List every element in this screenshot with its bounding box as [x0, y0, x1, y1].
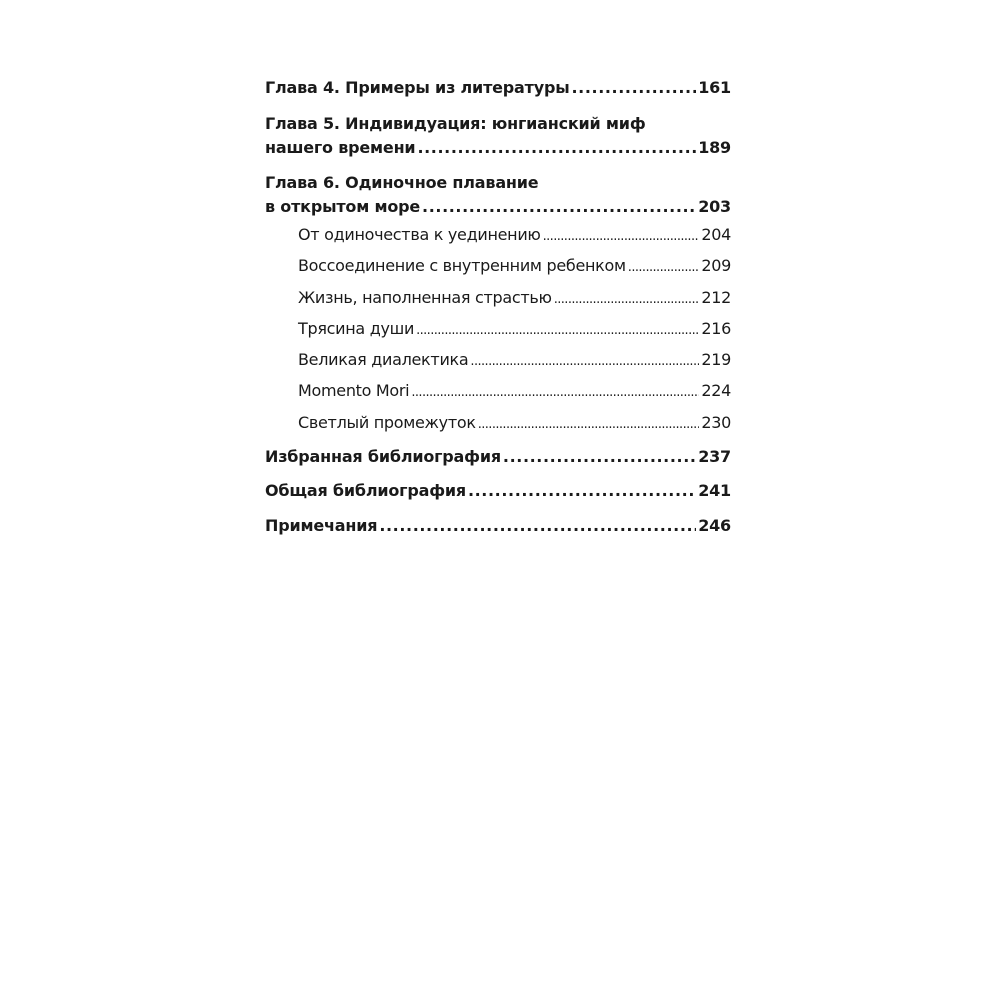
toc-entry-title-continued: нашего времени	[265, 138, 416, 157]
toc-section-item[interactable]	[265, 283, 731, 314]
toc-entry-title: Общая библиография	[265, 481, 466, 501]
dot-leader	[411, 378, 699, 407]
dot-leader	[379, 514, 696, 538]
toc-entry-selected-bibliography[interactable]	[265, 445, 731, 469]
toc-page-number: 219	[701, 350, 731, 370]
dot-leader	[416, 316, 699, 345]
dot-leader	[478, 410, 700, 439]
toc-section-item[interactable]	[265, 251, 731, 282]
toc-section-title: Воссоединение с внутренним ребенком	[298, 256, 626, 276]
dot-leader	[470, 347, 699, 376]
toc-section-title: Momento Mori	[298, 381, 410, 401]
dot-leader	[628, 253, 700, 282]
toc-section-title: Трясина души	[298, 318, 415, 338]
toc-entry-title-continued: в открытом море	[265, 197, 421, 216]
toc-page-number: 216	[701, 318, 731, 338]
toc-section-title: От одиночества к уединению	[298, 225, 541, 244]
chapter-6-sections	[265, 220, 731, 439]
toc-page-number: 204	[701, 225, 731, 244]
table-of-contents	[265, 76, 731, 538]
toc-section-title: Светлый промежуток	[298, 412, 476, 432]
toc-entry-notes[interactable]	[265, 514, 731, 538]
toc-page-number: 224	[701, 381, 731, 401]
dot-leader	[422, 195, 696, 219]
toc-entry-chapter-4[interactable]	[265, 76, 731, 100]
toc-page-number: 161	[698, 78, 731, 97]
dot-leader	[417, 136, 696, 160]
toc-section-item[interactable]	[265, 220, 731, 251]
toc-entry-title: Глава 6. Одиночное плавание	[265, 173, 539, 192]
toc-page-number: 212	[701, 287, 731, 307]
toc-entry-chapter-6[interactable]	[265, 171, 731, 219]
toc-page-number: 246	[698, 516, 731, 536]
toc-entry-title: Глава 4. Примеры из литературы	[265, 78, 570, 97]
toc-page-number: 203	[698, 197, 731, 216]
dot-leader	[554, 285, 700, 314]
toc-section-title: Жизнь, наполненная страстью	[298, 287, 552, 307]
toc-entry-chapter-5[interactable]	[265, 112, 731, 160]
dot-leader	[468, 479, 696, 503]
toc-entry-title: Глава 5. Индивидуация: юнгианский миф	[265, 114, 646, 133]
dot-leader	[543, 222, 700, 251]
toc-page-number: 189	[698, 138, 731, 157]
dot-leader	[571, 76, 696, 100]
toc-section-item[interactable]	[265, 345, 731, 376]
toc-page-number: 237	[698, 447, 731, 467]
toc-page-number: 241	[698, 481, 731, 501]
toc-page-number: 230	[701, 412, 731, 432]
toc-section-title: Великая диалектика	[298, 350, 469, 370]
toc-page-number: 209	[701, 256, 731, 276]
toc-entry-title: Примечания	[265, 516, 378, 536]
toc-section-item[interactable]	[265, 314, 731, 345]
toc-entry-title: Избранная библиография	[265, 447, 501, 467]
dot-leader	[503, 445, 696, 469]
toc-section-item[interactable]	[265, 408, 731, 439]
toc-entry-general-bibliography[interactable]	[265, 479, 731, 503]
toc-section-item[interactable]	[265, 376, 731, 407]
